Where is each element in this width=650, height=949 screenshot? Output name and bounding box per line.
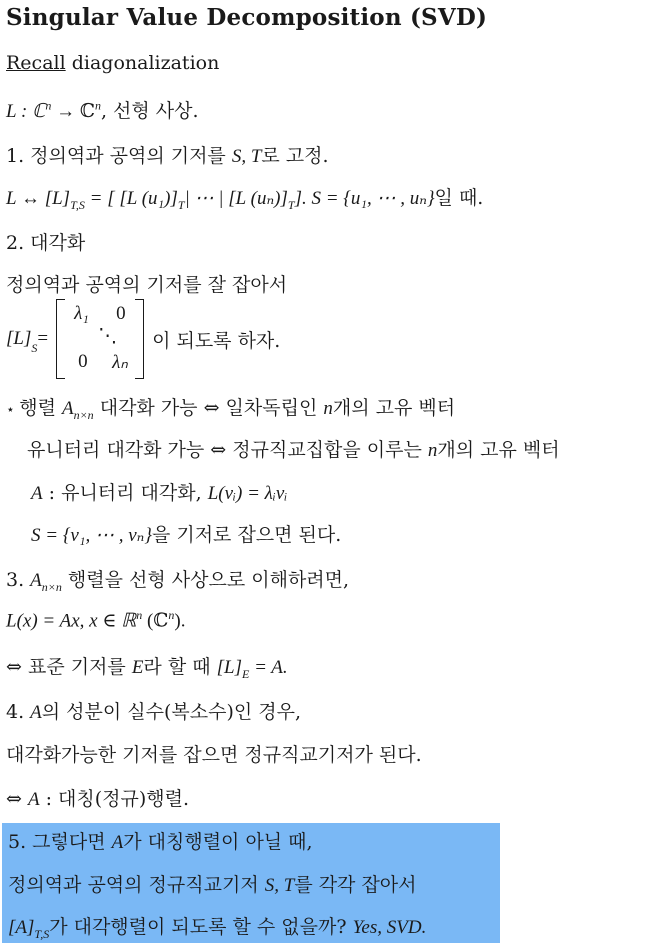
matrix-text: 이 되도록 하자.: [152, 329, 281, 352]
matrix-eq: =: [37, 328, 49, 349]
recall-underlined: Recall: [6, 52, 66, 74]
step3-line: [6, 565, 349, 595]
step1-line: [6, 141, 329, 168]
h3-sub: T,S: [34, 926, 50, 941]
page-title: Singular Value Decomposition (SVD): [6, 4, 488, 31]
l11-b: (ℂ: [142, 610, 169, 632]
l15-a: ⇔: [6, 788, 28, 810]
symmetric-line: [6, 784, 189, 811]
l11-a: L(x) = Ax, x ∈ ℝ: [6, 610, 137, 632]
l6-d: n: [323, 398, 333, 419]
l11-sup: n: [136, 608, 143, 622]
map-text: , 선형 사상.: [100, 100, 199, 122]
matrix-right-bracket: [135, 299, 144, 379]
highlight-line-1: [8, 827, 313, 854]
h3-b: 가 대각행렬이 되도록 할 수 없을까?: [49, 916, 353, 938]
l12-c: 라 할 때: [143, 656, 217, 678]
rep-sub2: T: [177, 197, 185, 212]
recall-rest: diagonalization: [65, 52, 220, 74]
rep-sub3: T: [287, 197, 295, 212]
h3-a: [A]: [8, 917, 35, 938]
h2-c: 를 각각 잡아서: [294, 874, 417, 896]
l13-a: 4.: [6, 701, 31, 723]
h1-a: 5. 그렇다면: [8, 831, 112, 853]
recall-line: [6, 52, 219, 74]
map-sup1: n: [45, 98, 52, 113]
l6-c: 대각화 가능 ⇔ 일차독립인: [93, 397, 324, 419]
step1-text-a: 1. 정의역과 공역의 기저를: [6, 145, 232, 167]
matrix-cell-12: 0: [116, 303, 126, 324]
diagonal-matrix: [56, 299, 144, 379]
l12-b: E: [131, 657, 144, 678]
highlight-line-3: [8, 912, 426, 942]
l8-c: L(vᵢ) = λᵢvᵢ: [207, 483, 288, 504]
step1-text-c: 로 고정.: [261, 145, 329, 167]
rep-mid: | ⋯ | [L (uₙ)]: [184, 188, 288, 209]
rep-sub: T,S: [70, 197, 85, 212]
unitary-line: [27, 435, 560, 462]
l6-b: A: [61, 398, 74, 419]
l9-a: S = {v₁, ⋯ , vₙ}: [31, 525, 152, 546]
matrix-rep-line: [6, 183, 483, 213]
l7-c: 개의 고유 벡터: [437, 439, 560, 461]
l10-b: A: [30, 570, 42, 591]
l7-a: 유니터리 대각화 가능 ⇔ 정규직교집합을 이루는: [27, 439, 428, 461]
l12-e: = A.: [249, 657, 288, 678]
choose-basis-line: 정의역과 공역의 기저를 잘 잡아서: [6, 274, 288, 296]
l6-e: 개의 고유 벡터: [332, 397, 456, 419]
step2-line: 2. 대각화: [6, 232, 86, 254]
l12-d: [L]: [216, 657, 242, 678]
matrix-dots: ⋱: [98, 326, 118, 347]
h1-c: 가 대칭행렬이 아닐 때,: [123, 831, 313, 853]
h1-b: A: [111, 832, 124, 853]
h2-b: S, T: [264, 875, 295, 896]
rep-end: ]. S = {u₁, ⋯ , uₙ}: [294, 188, 435, 209]
l9-b: 을 기저로 잡으면 된다.: [151, 524, 342, 546]
map-arrow: → ℂ: [51, 101, 95, 122]
map-sup2: n: [94, 98, 101, 113]
rep-expr: L ↔ [L]: [6, 188, 71, 209]
l10-sub: n×n: [41, 579, 62, 594]
l12-a: ⇔ 표준 기저를: [6, 656, 132, 678]
l15-b: A: [27, 789, 40, 810]
rep-text: 일 때.: [434, 187, 484, 209]
matrix-cell-22: λₙ: [112, 352, 128, 373]
matrix-cell-11: λ₁: [74, 303, 89, 324]
l10-c: 행렬을 선형 사상으로 이해하려면,: [61, 569, 350, 591]
l6-a: 행렬: [19, 397, 62, 419]
basis-choice-line: [31, 520, 341, 547]
l15-c: : 대칭(정규)행렬.: [39, 788, 190, 810]
highlight-box: [2, 823, 500, 943]
l13-b: A: [30, 702, 42, 723]
linear-map-line: [6, 96, 199, 123]
l10-a: 3.: [6, 569, 31, 591]
highlight-line-2: [8, 870, 417, 897]
l8-a: A: [31, 483, 43, 504]
l13-c: 의 성분이 실수(복소수)인 경우,: [41, 701, 302, 723]
matrix-left-bracket: [56, 299, 65, 379]
diagonalizable-line: [6, 393, 455, 423]
l6-sub: n×n: [73, 407, 94, 422]
l8-b: : 유니터리 대각화,: [42, 482, 208, 504]
l11-sup2: n: [168, 608, 175, 622]
orthonormal-line: 대각화가능한 기저를 잡으면 정규직교기저가 된다.: [6, 744, 422, 766]
diagonal-matrix-line: [6, 298, 280, 380]
step4-line: [6, 697, 301, 724]
matrix-lhs: [L]: [6, 328, 32, 349]
star-bullet: ⋆: [6, 402, 20, 418]
matrix-cell-21: 0: [78, 351, 88, 372]
unitary-diag-line: [31, 478, 287, 505]
h2-a: 정의역과 공역의 정규직교기저: [8, 874, 265, 896]
l12-sub: E: [241, 666, 250, 681]
standard-basis-line: [6, 652, 288, 682]
matrix-sub: S: [31, 341, 38, 355]
l7-b: n: [427, 440, 438, 461]
step1-bases: S, T: [231, 146, 262, 167]
map-lhs: L : ℂ: [6, 101, 46, 122]
l11-c: ).: [174, 610, 186, 632]
linear-map-def-line: [6, 608, 186, 632]
rep-rest: = [ [L (u₁)]: [84, 188, 178, 209]
h3-c: Yes, SVD.: [352, 917, 427, 938]
